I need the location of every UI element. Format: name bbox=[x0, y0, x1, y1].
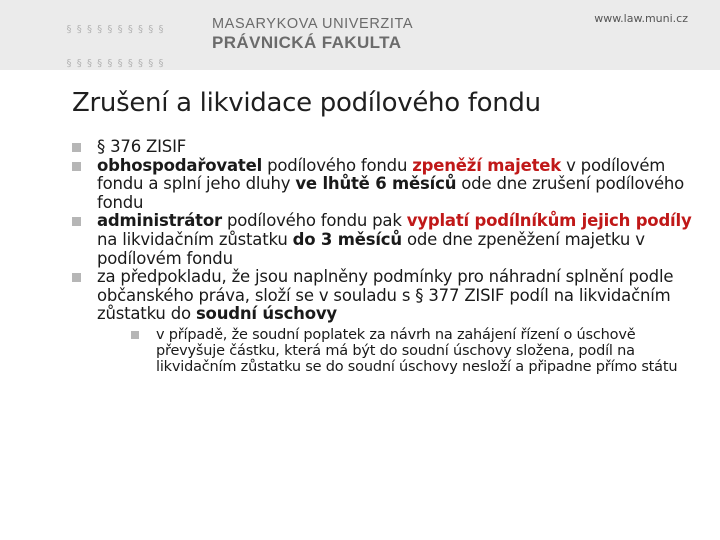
header-bar bbox=[0, 0, 720, 70]
bullet-text: podílového fondu bbox=[262, 155, 413, 175]
sub-bullet-list bbox=[97, 327, 702, 376]
square-bullet-icon bbox=[72, 143, 81, 152]
sub-bullet-item bbox=[131, 327, 702, 376]
bullet-text: ode dne zrušení podílového fondu bbox=[97, 174, 685, 212]
emphasis-text: obhospodařovatel bbox=[97, 155, 263, 175]
paragraph-pattern-logo bbox=[66, 2, 184, 68]
bullet-item bbox=[72, 268, 702, 375]
bullet-text: ode dne zpeněžení majetku v podílovém fondu bbox=[97, 229, 645, 268]
bullet-text: za předpokladu, že jsou naplněny podmínky pro náhradní splnění podle občanského práva, složí se v souladu s § 377 ZISIF podíl na likvidačním zůstatku do bbox=[97, 267, 674, 324]
bullet-item bbox=[72, 138, 702, 157]
bullet-text: § 376 ZISIF bbox=[97, 137, 187, 156]
bullet-text: podílového fondu pak bbox=[221, 211, 407, 231]
pattern-row: §§§§§§§§§§ bbox=[66, 24, 169, 36]
emphasis-text: administrátor bbox=[97, 211, 222, 231]
bullet-item bbox=[72, 157, 702, 213]
bullet-text: v podílovém fondu a splní jeho dluhy bbox=[97, 155, 666, 194]
square-bullet-icon bbox=[72, 162, 81, 171]
bullet-text: na likvidačním zůstatku bbox=[97, 229, 293, 249]
square-bullet-icon bbox=[72, 273, 81, 282]
pattern-row: §§§§§§§§§§ bbox=[66, 58, 169, 68]
square-bullet-icon bbox=[72, 217, 81, 226]
emphasis-text: soudní úschovy bbox=[195, 304, 337, 324]
faculty-name: PRÁVNICKÁ FAKULTA bbox=[212, 33, 402, 52]
highlight-text: vyplatí podílníkům jejich podíly bbox=[406, 211, 692, 231]
slide-title: Zrušení a likvidace podílového fondu bbox=[72, 88, 541, 118]
university-name: MASARYKOVA UNIVERZITA bbox=[212, 16, 414, 32]
website-url[interactable]: www.law.muni.cz bbox=[594, 12, 688, 25]
sub-bullet-text: v případě, že soudní poplatek za návrh na zahájení řízení o úschově převyšuje částku, která má být do soudní úschovy složena, podíl na likvidačním zůstatku se do soudní úschovy nesloží a připadne přímo státu bbox=[156, 326, 678, 376]
bullet-list bbox=[72, 138, 702, 376]
square-bullet-icon bbox=[131, 331, 139, 339]
bullet-item bbox=[72, 212, 702, 268]
emphasis-text: do 3 měsíců bbox=[292, 229, 402, 249]
emphasis-text: ve lhůtě 6 měsíců bbox=[295, 174, 457, 194]
highlight-text: zpeněží majetek bbox=[412, 155, 562, 175]
